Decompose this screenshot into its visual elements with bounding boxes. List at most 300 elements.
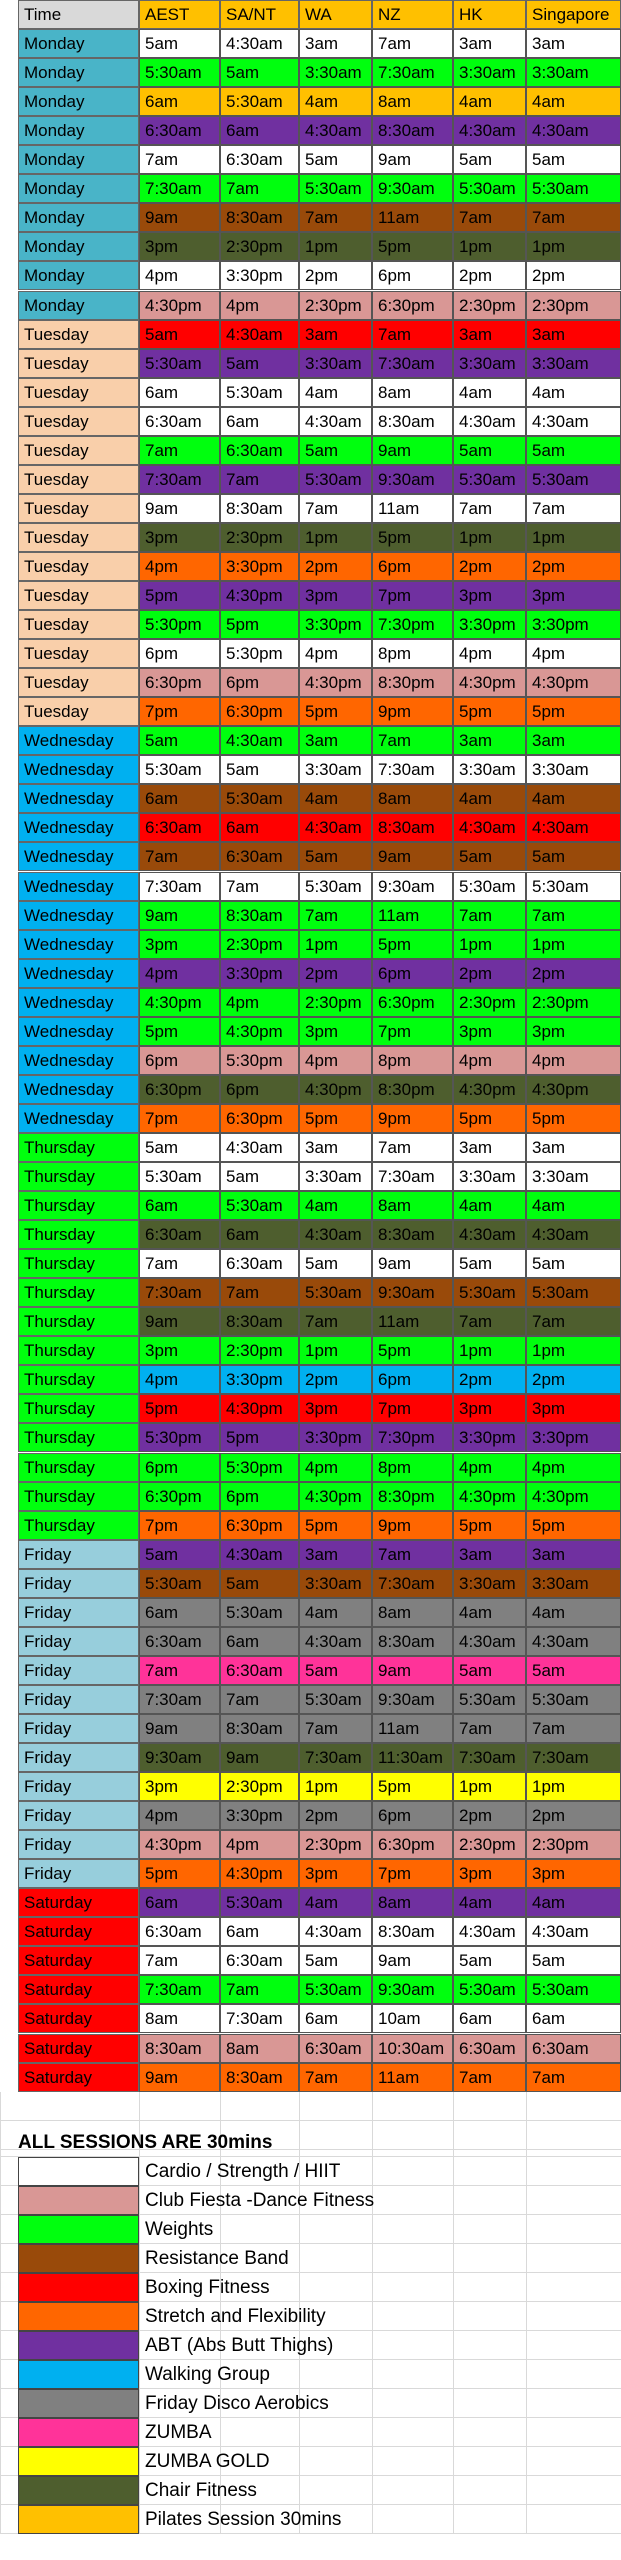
time-cell-nz[interactable]: 9:30am bbox=[372, 465, 453, 494]
time-cell-aest[interactable]: 7pm bbox=[139, 1104, 220, 1133]
time-cell-hk[interactable]: 1pm bbox=[453, 1772, 526, 1801]
schedule-row[interactable] bbox=[0, 1743, 621, 1772]
time-cell-singapore[interactable]: 5am bbox=[526, 1656, 621, 1685]
time-cell-sant[interactable]: 8:30am bbox=[220, 901, 299, 930]
time-cell-hk[interactable]: 4pm bbox=[453, 639, 526, 668]
header-aest[interactable]: AEST bbox=[139, 0, 220, 29]
day-cell[interactable]: Friday bbox=[18, 1714, 139, 1743]
time-cell-nz[interactable]: 9am bbox=[372, 842, 453, 871]
time-cell-hk[interactable]: 4pm bbox=[453, 1453, 526, 1482]
time-cell-hk[interactable]: 5pm bbox=[453, 1511, 526, 1540]
schedule-row[interactable] bbox=[0, 407, 621, 436]
time-cell-hk[interactable]: 5am bbox=[453, 1946, 526, 1975]
time-cell-aest[interactable]: 7am bbox=[139, 436, 220, 465]
time-cell-wa[interactable]: 4pm bbox=[299, 1453, 372, 1482]
time-cell-sant[interactable]: 5:30am bbox=[220, 1191, 299, 1220]
time-cell-aest[interactable]: 6am bbox=[139, 1598, 220, 1627]
time-cell-hk[interactable]: 3pm bbox=[453, 581, 526, 610]
time-cell-sant[interactable]: 4pm bbox=[220, 291, 299, 320]
schedule-row[interactable] bbox=[0, 1598, 621, 1627]
time-cell-sant[interactable]: 6:30pm bbox=[220, 1104, 299, 1133]
time-cell-sant[interactable]: 2:30pm bbox=[220, 232, 299, 261]
time-cell-nz[interactable]: 7pm bbox=[372, 1394, 453, 1423]
schedule-row[interactable] bbox=[0, 494, 621, 523]
time-cell-nz[interactable]: 7pm bbox=[372, 1017, 453, 1046]
time-cell-singapore[interactable]: 4pm bbox=[526, 1046, 621, 1075]
time-cell-sant[interactable]: 3:30pm bbox=[220, 552, 299, 581]
day-cell[interactable]: Saturday bbox=[18, 1888, 139, 1917]
time-cell-aest[interactable]: 5:30am bbox=[139, 1162, 220, 1191]
time-cell-wa[interactable]: 1pm bbox=[299, 1772, 372, 1801]
time-cell-hk[interactable]: 7:30am bbox=[453, 1743, 526, 1772]
day-cell[interactable]: Wednesday bbox=[18, 901, 139, 930]
day-cell[interactable]: Tuesday bbox=[18, 494, 139, 523]
time-cell-nz[interactable]: 7pm bbox=[372, 1859, 453, 1888]
time-cell-sant[interactable]: 5am bbox=[220, 1162, 299, 1191]
time-cell-aest[interactable]: 7:30am bbox=[139, 1685, 220, 1714]
time-cell-singapore[interactable]: 4:30am bbox=[526, 407, 621, 436]
time-cell-hk[interactable]: 4:30am bbox=[453, 813, 526, 842]
time-cell-sant[interactable]: 5:30am bbox=[220, 87, 299, 116]
time-cell-sant[interactable]: 7am bbox=[220, 1685, 299, 1714]
day-cell[interactable]: Thursday bbox=[18, 1307, 139, 1336]
time-cell-nz[interactable]: 9am bbox=[372, 436, 453, 465]
time-cell-hk[interactable]: 1pm bbox=[453, 523, 526, 552]
time-cell-nz[interactable]: 8am bbox=[372, 378, 453, 407]
time-cell-aest[interactable]: 5:30pm bbox=[139, 610, 220, 639]
time-cell-aest[interactable]: 7am bbox=[139, 1249, 220, 1278]
schedule-row[interactable] bbox=[0, 1830, 621, 1859]
day-cell[interactable]: Tuesday bbox=[18, 378, 139, 407]
schedule-row[interactable] bbox=[0, 1220, 621, 1249]
time-cell-hk[interactable]: 5pm bbox=[453, 697, 526, 726]
time-cell-nz[interactable]: 7:30am bbox=[372, 1569, 453, 1598]
time-cell-nz[interactable]: 7:30pm bbox=[372, 1423, 453, 1452]
time-cell-sant[interactable]: 6:30pm bbox=[220, 697, 299, 726]
schedule-row[interactable] bbox=[0, 1772, 621, 1801]
time-cell-hk[interactable]: 4:30pm bbox=[453, 668, 526, 697]
time-cell-sant[interactable]: 5am bbox=[220, 755, 299, 784]
time-cell-nz[interactable]: 9:30am bbox=[372, 1278, 453, 1307]
time-cell-singapore[interactable]: 3am bbox=[526, 1540, 621, 1569]
time-cell-singapore[interactable]: 4am bbox=[526, 87, 621, 116]
time-cell-aest[interactable]: 9:30am bbox=[139, 1743, 220, 1772]
time-cell-nz[interactable]: 8am bbox=[372, 1191, 453, 1220]
time-cell-wa[interactable]: 5am bbox=[299, 1946, 372, 1975]
time-cell-aest[interactable]: 7:30am bbox=[139, 872, 220, 901]
time-cell-sant[interactable]: 5pm bbox=[220, 1423, 299, 1452]
time-cell-singapore[interactable]: 2pm bbox=[526, 261, 621, 290]
time-cell-singapore[interactable]: 5:30am bbox=[526, 174, 621, 203]
time-cell-sant[interactable]: 6:30am bbox=[220, 1946, 299, 1975]
time-cell-sant[interactable]: 8:30am bbox=[220, 203, 299, 232]
time-cell-nz[interactable]: 6:30pm bbox=[372, 988, 453, 1017]
time-cell-nz[interactable]: 11am bbox=[372, 2063, 453, 2092]
day-cell[interactable]: Wednesday bbox=[18, 1017, 139, 1046]
time-cell-hk[interactable]: 3:30pm bbox=[453, 1423, 526, 1452]
time-cell-nz[interactable]: 8pm bbox=[372, 1453, 453, 1482]
time-cell-sant[interactable]: 7:30am bbox=[220, 2004, 299, 2033]
day-cell[interactable]: Thursday bbox=[18, 1394, 139, 1423]
time-cell-aest[interactable]: 6pm bbox=[139, 1046, 220, 1075]
time-cell-hk[interactable]: 3:30pm bbox=[453, 610, 526, 639]
time-cell-hk[interactable]: 5pm bbox=[453, 1104, 526, 1133]
time-cell-nz[interactable]: 9am bbox=[372, 145, 453, 174]
time-cell-sant[interactable]: 4pm bbox=[220, 988, 299, 1017]
time-cell-singapore[interactable]: 5:30am bbox=[526, 872, 621, 901]
time-cell-singapore[interactable]: 3:30pm bbox=[526, 610, 621, 639]
time-cell-hk[interactable]: 1pm bbox=[453, 930, 526, 959]
schedule-row[interactable] bbox=[0, 726, 621, 755]
time-cell-wa[interactable]: 4:30am bbox=[299, 116, 372, 145]
schedule-row[interactable] bbox=[0, 813, 621, 842]
time-cell-sant[interactable]: 5:30pm bbox=[220, 1453, 299, 1482]
day-cell[interactable]: Monday bbox=[18, 232, 139, 261]
schedule-row[interactable] bbox=[0, 1075, 621, 1104]
time-cell-wa[interactable]: 6:30am bbox=[299, 2034, 372, 2063]
time-cell-singapore[interactable]: 4:30pm bbox=[526, 1482, 621, 1511]
time-cell-sant[interactable]: 5am bbox=[220, 58, 299, 87]
schedule-row[interactable] bbox=[0, 1627, 621, 1656]
time-cell-sant[interactable]: 2:30pm bbox=[220, 1336, 299, 1365]
schedule-row[interactable] bbox=[0, 1162, 621, 1191]
time-cell-nz[interactable]: 9:30am bbox=[372, 872, 453, 901]
time-cell-aest[interactable]: 8am bbox=[139, 2004, 220, 2033]
day-cell[interactable]: Tuesday bbox=[18, 581, 139, 610]
time-cell-aest[interactable]: 3pm bbox=[139, 1772, 220, 1801]
time-cell-hk[interactable]: 3:30am bbox=[453, 1569, 526, 1598]
time-cell-singapore[interactable]: 5pm bbox=[526, 1104, 621, 1133]
time-cell-wa[interactable]: 4am bbox=[299, 378, 372, 407]
time-cell-singapore[interactable]: 4:30am bbox=[526, 1220, 621, 1249]
time-cell-wa[interactable]: 6am bbox=[299, 2004, 372, 2033]
schedule-row[interactable] bbox=[0, 145, 621, 174]
schedule-row[interactable] bbox=[0, 581, 621, 610]
day-cell[interactable]: Wednesday bbox=[18, 959, 139, 988]
time-cell-sant[interactable]: 6:30am bbox=[220, 436, 299, 465]
header-hk[interactable]: HK bbox=[453, 0, 526, 29]
time-cell-aest[interactable]: 5pm bbox=[139, 1859, 220, 1888]
time-cell-nz[interactable]: 9pm bbox=[372, 1104, 453, 1133]
time-cell-nz[interactable]: 8:30pm bbox=[372, 1482, 453, 1511]
time-cell-wa[interactable]: 4pm bbox=[299, 639, 372, 668]
schedule-row[interactable] bbox=[0, 552, 621, 581]
time-cell-wa[interactable]: 5:30am bbox=[299, 1685, 372, 1714]
time-cell-wa[interactable]: 4:30am bbox=[299, 813, 372, 842]
time-cell-nz[interactable]: 7:30am bbox=[372, 58, 453, 87]
time-cell-sant[interactable]: 6pm bbox=[220, 1482, 299, 1511]
time-cell-aest[interactable]: 4pm bbox=[139, 552, 220, 581]
schedule-row[interactable] bbox=[0, 174, 621, 203]
schedule-row[interactable] bbox=[0, 1307, 621, 1336]
day-cell[interactable]: Tuesday bbox=[18, 320, 139, 349]
time-cell-singapore[interactable]: 2:30pm bbox=[526, 291, 621, 320]
day-cell[interactable]: Thursday bbox=[18, 1482, 139, 1511]
schedule-row[interactable] bbox=[0, 1859, 621, 1888]
day-cell[interactable]: Tuesday bbox=[18, 465, 139, 494]
time-cell-nz[interactable]: 10:30am bbox=[372, 2034, 453, 2063]
time-cell-wa[interactable]: 4am bbox=[299, 784, 372, 813]
time-cell-nz[interactable]: 5pm bbox=[372, 1772, 453, 1801]
schedule-row[interactable] bbox=[0, 378, 621, 407]
time-cell-singapore[interactable]: 3pm bbox=[526, 1394, 621, 1423]
time-cell-hk[interactable]: 7am bbox=[453, 1307, 526, 1336]
day-cell[interactable]: Monday bbox=[18, 203, 139, 232]
time-cell-sant[interactable]: 3:30pm bbox=[220, 1801, 299, 1830]
time-cell-sant[interactable]: 3:30pm bbox=[220, 1365, 299, 1394]
day-cell[interactable]: Friday bbox=[18, 1656, 139, 1685]
time-cell-nz[interactable]: 7:30am bbox=[372, 349, 453, 378]
time-cell-nz[interactable]: 10am bbox=[372, 2004, 453, 2033]
time-cell-aest[interactable]: 6:30am bbox=[139, 407, 220, 436]
time-cell-sant[interactable]: 5:30am bbox=[220, 1888, 299, 1917]
day-cell[interactable]: Wednesday bbox=[18, 1046, 139, 1075]
time-cell-nz[interactable]: 11am bbox=[372, 901, 453, 930]
schedule-row[interactable] bbox=[0, 1104, 621, 1133]
schedule-row[interactable] bbox=[0, 1888, 621, 1917]
time-cell-wa[interactable]: 7am bbox=[299, 1307, 372, 1336]
time-cell-singapore[interactable]: 3pm bbox=[526, 581, 621, 610]
schedule-row[interactable] bbox=[0, 523, 621, 552]
time-cell-singapore[interactable]: 7am bbox=[526, 901, 621, 930]
time-cell-hk[interactable]: 3:30am bbox=[453, 349, 526, 378]
time-cell-sant[interactable]: 8:30am bbox=[220, 494, 299, 523]
time-cell-sant[interactable]: 4:30am bbox=[220, 29, 299, 58]
time-cell-aest[interactable]: 7pm bbox=[139, 1511, 220, 1540]
time-cell-singapore[interactable]: 3:30pm bbox=[526, 1423, 621, 1452]
time-cell-singapore[interactable]: 7:30am bbox=[526, 1743, 621, 1772]
time-cell-nz[interactable]: 6pm bbox=[372, 261, 453, 290]
time-cell-hk[interactable]: 2pm bbox=[453, 552, 526, 581]
time-cell-aest[interactable]: 6:30am bbox=[139, 1627, 220, 1656]
time-cell-singapore[interactable]: 3am bbox=[526, 726, 621, 755]
time-cell-aest[interactable]: 7:30am bbox=[139, 1278, 220, 1307]
day-cell[interactable]: Saturday bbox=[18, 2034, 139, 2063]
day-cell[interactable]: Friday bbox=[18, 1859, 139, 1888]
time-cell-sant[interactable]: 2:30pm bbox=[220, 523, 299, 552]
time-cell-nz[interactable]: 8:30am bbox=[372, 116, 453, 145]
time-cell-aest[interactable]: 3pm bbox=[139, 930, 220, 959]
time-cell-hk[interactable]: 1pm bbox=[453, 232, 526, 261]
time-cell-wa[interactable]: 2pm bbox=[299, 552, 372, 581]
header-singapore[interactable]: Singapore bbox=[526, 0, 621, 29]
time-cell-wa[interactable]: 4:30pm bbox=[299, 668, 372, 697]
time-cell-nz[interactable]: 9am bbox=[372, 1249, 453, 1278]
time-cell-nz[interactable]: 7:30pm bbox=[372, 610, 453, 639]
header-day[interactable]: Time bbox=[18, 0, 139, 29]
time-cell-hk[interactable]: 5am bbox=[453, 1656, 526, 1685]
time-cell-wa[interactable]: 3:30am bbox=[299, 755, 372, 784]
time-cell-singapore[interactable]: 7am bbox=[526, 494, 621, 523]
time-cell-singapore[interactable]: 1pm bbox=[526, 1336, 621, 1365]
time-cell-sant[interactable]: 8:30am bbox=[220, 2063, 299, 2092]
time-cell-aest[interactable]: 4pm bbox=[139, 1801, 220, 1830]
time-cell-wa[interactable]: 3:30am bbox=[299, 58, 372, 87]
time-cell-aest[interactable]: 7:30am bbox=[139, 174, 220, 203]
day-cell[interactable]: Monday bbox=[18, 261, 139, 290]
time-cell-wa[interactable]: 5am bbox=[299, 1656, 372, 1685]
time-cell-hk[interactable]: 4:30am bbox=[453, 407, 526, 436]
schedule-row[interactable] bbox=[0, 1017, 621, 1046]
time-cell-singapore[interactable]: 4:30am bbox=[526, 813, 621, 842]
time-cell-wa[interactable]: 4:30am bbox=[299, 1220, 372, 1249]
time-cell-wa[interactable]: 7am bbox=[299, 901, 372, 930]
time-cell-singapore[interactable]: 5:30am bbox=[526, 1278, 621, 1307]
time-cell-wa[interactable]: 5am bbox=[299, 436, 372, 465]
time-cell-singapore[interactable]: 7am bbox=[526, 1307, 621, 1336]
time-cell-nz[interactable]: 5pm bbox=[372, 232, 453, 261]
time-cell-aest[interactable]: 9am bbox=[139, 1714, 220, 1743]
time-cell-hk[interactable]: 4:30pm bbox=[453, 1075, 526, 1104]
time-cell-nz[interactable]: 8:30am bbox=[372, 1917, 453, 1946]
day-cell[interactable]: Friday bbox=[18, 1830, 139, 1859]
time-cell-aest[interactable]: 7pm bbox=[139, 697, 220, 726]
time-cell-singapore[interactable]: 4pm bbox=[526, 1453, 621, 1482]
time-cell-aest[interactable]: 5pm bbox=[139, 1394, 220, 1423]
day-cell[interactable]: Wednesday bbox=[18, 755, 139, 784]
time-cell-singapore[interactable]: 2pm bbox=[526, 959, 621, 988]
day-cell[interactable]: Tuesday bbox=[18, 697, 139, 726]
schedule-row[interactable] bbox=[0, 610, 621, 639]
time-cell-singapore[interactable]: 7am bbox=[526, 1714, 621, 1743]
time-cell-singapore[interactable]: 4:30pm bbox=[526, 668, 621, 697]
time-cell-aest[interactable]: 6am bbox=[139, 784, 220, 813]
time-cell-sant[interactable]: 6am bbox=[220, 1220, 299, 1249]
time-cell-aest[interactable]: 9am bbox=[139, 494, 220, 523]
time-cell-singapore[interactable]: 3:30am bbox=[526, 755, 621, 784]
time-cell-singapore[interactable]: 4am bbox=[526, 1598, 621, 1627]
time-cell-hk[interactable]: 5:30am bbox=[453, 1685, 526, 1714]
time-cell-aest[interactable]: 9am bbox=[139, 203, 220, 232]
schedule-row[interactable] bbox=[0, 29, 621, 58]
day-cell[interactable]: Friday bbox=[18, 1627, 139, 1656]
time-cell-hk[interactable]: 4am bbox=[453, 87, 526, 116]
time-cell-aest[interactable]: 5:30pm bbox=[139, 1423, 220, 1452]
time-cell-hk[interactable]: 4pm bbox=[453, 1046, 526, 1075]
time-cell-hk[interactable]: 5am bbox=[453, 1249, 526, 1278]
time-cell-nz[interactable]: 7am bbox=[372, 320, 453, 349]
time-cell-nz[interactable]: 9:30am bbox=[372, 174, 453, 203]
day-cell[interactable]: Friday bbox=[18, 1598, 139, 1627]
time-cell-sant[interactable]: 6:30am bbox=[220, 1656, 299, 1685]
schedule-row[interactable] bbox=[0, 1046, 621, 1075]
time-cell-nz[interactable]: 8am bbox=[372, 784, 453, 813]
day-cell[interactable]: Tuesday bbox=[18, 349, 139, 378]
time-cell-nz[interactable]: 8:30am bbox=[372, 813, 453, 842]
time-cell-hk[interactable]: 5am bbox=[453, 436, 526, 465]
time-cell-aest[interactable]: 4pm bbox=[139, 261, 220, 290]
time-cell-nz[interactable]: 7am bbox=[372, 1133, 453, 1162]
time-cell-hk[interactable]: 6:30am bbox=[453, 2034, 526, 2063]
day-cell[interactable]: Friday bbox=[18, 1801, 139, 1830]
time-cell-aest[interactable]: 6am bbox=[139, 378, 220, 407]
time-cell-aest[interactable]: 4:30pm bbox=[139, 1830, 220, 1859]
time-cell-wa[interactable]: 2pm bbox=[299, 1365, 372, 1394]
schedule-row[interactable] bbox=[0, 1975, 621, 2004]
time-cell-wa[interactable]: 4pm bbox=[299, 1046, 372, 1075]
time-cell-sant[interactable]: 4:30am bbox=[220, 1540, 299, 1569]
time-cell-hk[interactable]: 3am bbox=[453, 29, 526, 58]
time-cell-singapore[interactable]: 5am bbox=[526, 436, 621, 465]
time-cell-sant[interactable]: 7am bbox=[220, 1278, 299, 1307]
schedule-row[interactable] bbox=[0, 2004, 621, 2033]
time-cell-hk[interactable]: 5:30am bbox=[453, 872, 526, 901]
time-cell-singapore[interactable]: 3:30am bbox=[526, 58, 621, 87]
time-cell-nz[interactable]: 6pm bbox=[372, 1365, 453, 1394]
time-cell-singapore[interactable]: 7am bbox=[526, 2063, 621, 2092]
day-cell[interactable]: Monday bbox=[18, 58, 139, 87]
time-cell-sant[interactable]: 4:30pm bbox=[220, 1859, 299, 1888]
time-cell-sant[interactable]: 6am bbox=[220, 116, 299, 145]
time-cell-wa[interactable]: 5pm bbox=[299, 697, 372, 726]
time-cell-wa[interactable]: 4am bbox=[299, 87, 372, 116]
day-cell[interactable]: Thursday bbox=[18, 1220, 139, 1249]
time-cell-aest[interactable]: 5:30am bbox=[139, 58, 220, 87]
time-cell-wa[interactable]: 4:30am bbox=[299, 1627, 372, 1656]
time-cell-wa[interactable]: 3pm bbox=[299, 581, 372, 610]
time-cell-wa[interactable]: 5am bbox=[299, 842, 372, 871]
time-cell-sant[interactable]: 5am bbox=[220, 1569, 299, 1598]
time-cell-singapore[interactable]: 5:30am bbox=[526, 465, 621, 494]
time-cell-singapore[interactable]: 4:30am bbox=[526, 1917, 621, 1946]
header-nz[interactable]: NZ bbox=[372, 0, 453, 29]
time-cell-wa[interactable]: 5am bbox=[299, 1249, 372, 1278]
header-sant[interactable]: SA/NT bbox=[220, 0, 299, 29]
schedule-row[interactable] bbox=[0, 988, 621, 1017]
time-cell-aest[interactable]: 6pm bbox=[139, 639, 220, 668]
time-cell-hk[interactable]: 2pm bbox=[453, 1365, 526, 1394]
time-cell-nz[interactable]: 8:30pm bbox=[372, 1075, 453, 1104]
time-cell-singapore[interactable]: 6:30am bbox=[526, 2034, 621, 2063]
time-cell-singapore[interactable]: 3am bbox=[526, 1133, 621, 1162]
time-cell-singapore[interactable]: 2pm bbox=[526, 552, 621, 581]
time-cell-wa[interactable]: 2:30pm bbox=[299, 1830, 372, 1859]
time-cell-sant[interactable]: 6:30am bbox=[220, 842, 299, 871]
time-cell-nz[interactable]: 8am bbox=[372, 1888, 453, 1917]
day-cell[interactable]: Saturday bbox=[18, 1975, 139, 2004]
day-cell[interactable]: Wednesday bbox=[18, 1104, 139, 1133]
schedule-row[interactable] bbox=[0, 1685, 621, 1714]
time-cell-hk[interactable]: 4am bbox=[453, 784, 526, 813]
time-cell-singapore[interactable]: 4:30pm bbox=[526, 1075, 621, 1104]
time-cell-aest[interactable]: 5am bbox=[139, 29, 220, 58]
time-cell-sant[interactable]: 7am bbox=[220, 872, 299, 901]
time-cell-hk[interactable]: 4:30pm bbox=[453, 1482, 526, 1511]
day-cell[interactable]: Wednesday bbox=[18, 872, 139, 901]
time-cell-aest[interactable]: 3pm bbox=[139, 523, 220, 552]
time-cell-aest[interactable]: 7am bbox=[139, 842, 220, 871]
day-cell[interactable]: Friday bbox=[18, 1772, 139, 1801]
time-cell-aest[interactable]: 5:30am bbox=[139, 1569, 220, 1598]
time-cell-hk[interactable]: 7am bbox=[453, 203, 526, 232]
time-cell-wa[interactable]: 3am bbox=[299, 29, 372, 58]
time-cell-singapore[interactable]: 5am bbox=[526, 842, 621, 871]
time-cell-sant[interactable]: 2:30pm bbox=[220, 1772, 299, 1801]
time-cell-aest[interactable]: 9am bbox=[139, 1307, 220, 1336]
time-cell-sant[interactable]: 8am bbox=[220, 2034, 299, 2063]
time-cell-singapore[interactable]: 4:30am bbox=[526, 116, 621, 145]
time-cell-wa[interactable]: 2pm bbox=[299, 261, 372, 290]
time-cell-aest[interactable]: 6am bbox=[139, 87, 220, 116]
time-cell-wa[interactable]: 7:30am bbox=[299, 1743, 372, 1772]
time-cell-hk[interactable]: 2pm bbox=[453, 1801, 526, 1830]
day-cell[interactable]: Thursday bbox=[18, 1191, 139, 1220]
time-cell-sant[interactable]: 5pm bbox=[220, 610, 299, 639]
time-cell-hk[interactable]: 4:30am bbox=[453, 116, 526, 145]
day-cell[interactable]: Tuesday bbox=[18, 436, 139, 465]
day-cell[interactable]: Monday bbox=[18, 29, 139, 58]
time-cell-nz[interactable]: 5pm bbox=[372, 930, 453, 959]
